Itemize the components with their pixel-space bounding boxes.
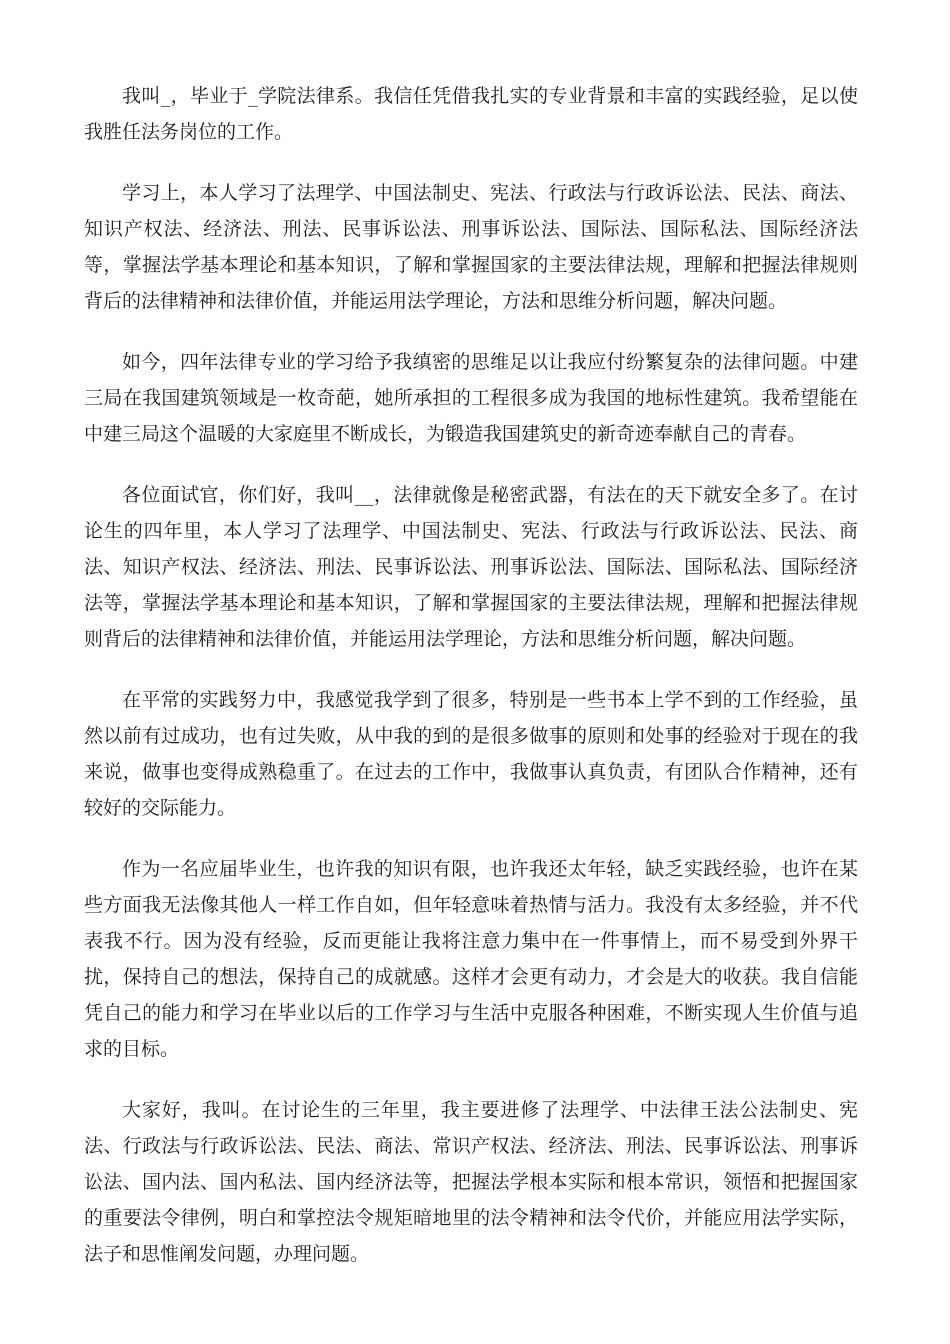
paragraph-3: 如今，四年法律专业的学习给予我缜密的思维足以让我应付纷繁复杂的法律问题。中建三局在我国建筑领域是一枚奇葩，她所承担的工程很多成为我国的地标性建筑。我希望能在中建三局这个温暖的大家庭里不断成长，为锻造我国建筑史的新奇迹奉献自己的青春。 [84, 351, 858, 445]
paragraph-6: 作为一名应届毕业生，也许我的知识有限，也许我还太年轻，缺乏实践经验，也许在某些方面我无法像其他人一样工作自如，但年轻意味着热情与活力。我没有太多经验，并不代表我不行。因为没有经验，反而更能让我将注意力集中在一件事情上，而不易受到外界干扰，保持自己的想法，保持自己的成就感。这样才会更有动力，才会是大的收获。我自信能凭自己的能力和学习在毕业以后的工作学习与生活中克服各种困难，不断实现人生价值与追求的目标。 [84, 858, 858, 1060]
paragraph-5: 在平常的实践努力中，我感觉我学到了很多，特别是一些书本上学不到的工作经验，虽然以前有过成功，也有过失败，从中我的到的是很多做事的原则和处事的经验对于现在的我来说，做事也变得成熟稳重了。在过去的工作中，我做事认真负责，有团队合作精神，还有较好的交际能力。 [84, 689, 858, 819]
paragraph-4: 各位面试官，你们好，我叫__，法律就像是秘密武器，有法在的天下就安全多了。在讨论生的四年里，本人学习了法理学、中国法制史、宪法、行政法与行政诉讼法、民法、商法、知识产权法、经济法、刑法、民事诉讼法、刑事诉讼法、国际法、国际私法、国际经济法等，掌握法学基本理论和基本知识，了解和掌握国家的主要法律法规，理解和把握法律规则背后的法律精神和法律价值，并能运用法学理论，方法和思维分析问题，解决问题。 [84, 484, 858, 650]
paragraph-1: 我叫_，毕业于_学院法律系。我信任凭借我扎实的专业背景和丰富的实践经验，足以使我胜任法务岗位的工作。 [84, 85, 858, 143]
paragraph-2: 学习上，本人学习了法理学、中国法制史、宪法、行政法与行政诉讼法、民法、商法、知识产权法、经济法、刑法、民事诉讼法、刑事诉讼法、国际法、国际私法、国际经济法等，掌握法学基本理论和基本知识，了解和掌握国家的主要法律法规，理解和把握法律规则背后的法律精神和法律价值，并能运用法学理论，方法和思维分析问题，解决问题。 [84, 182, 858, 312]
document-body [84, 78, 858, 1297]
paragraph-7: 大家好，我叫。在讨论生的三年里，我主要进修了法理学、中法律王法公法制史、宪法、行政法与行政诉讼法、民法、商法、常识产权法、经济法、刑法、民事诉讼法、刑事诉讼法、国内法、国内私法、国内经济法等，把握法学根本实际和根本常识，领悟和把握国家的重要法令律例，明白和掌控法令规矩暗地里的法令精神和法令代价，并能应用法学实际，法子和思惟阐发问题，办理问题。 [84, 1099, 858, 1265]
